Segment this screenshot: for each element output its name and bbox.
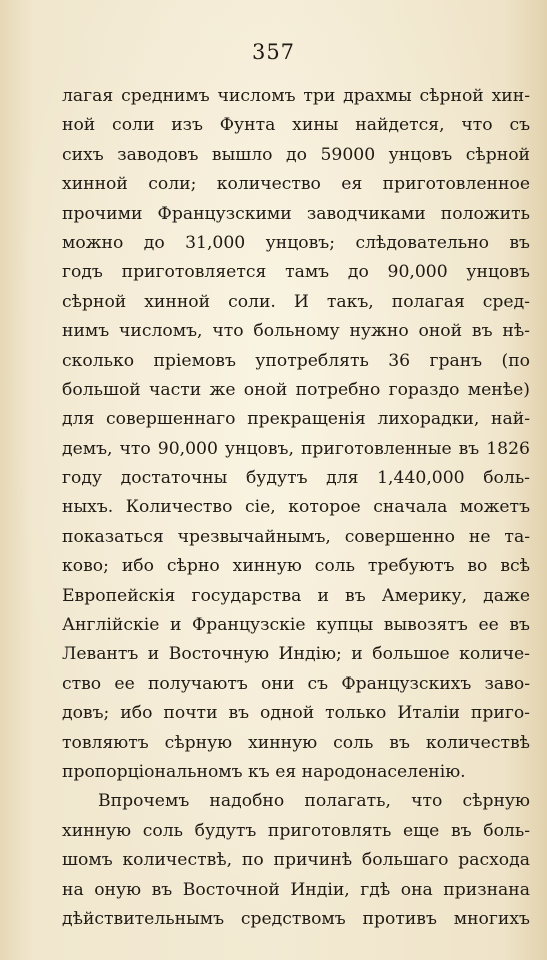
text-line: большой части же оной потребно гораздо менѣе) [62,379,530,400]
text-line: можно до 31,000 унцовъ; слѣдовательно въ [62,232,530,253]
text-line: нимъ числомъ, что больному нужно оной въ нѣ- [62,321,530,342]
text-line: демъ, что 90,000 унцовъ, приготовленные въ 1826 [62,438,530,459]
text-line: сихъ заводовъ вышло до 59000 унцовъ сѣрной [62,144,530,165]
text-line: шомъ количествѣ, по причинѣ большаго расхода [62,850,530,871]
text-line: годъ приготовляется тамъ до 90,000 унцовъ [62,262,530,283]
text-line: товляютъ сѣрную хинную соль въ количествѣ [62,732,530,753]
text-line: показаться чрезвычайнымъ, совершенно не та- [62,526,530,547]
page-number: 357 [251,40,296,64]
text-line: довъ; ибо почти въ одной только Италіи приго- [62,703,530,724]
text-line: году достаточны будутъ для 1,440,000 боль- [62,468,530,489]
text-line: Европейскія государства и въ Америку, даже [62,585,530,606]
text-line: ково; ибо сѣрно хинную соль требуютъ во всѣ [62,556,530,577]
text-line: ной соли изъ Фунта хины найдется, что съ [62,115,530,136]
text-line: прочими Французскими заводчиками положить [62,203,530,224]
text-line: Англійскіе и Французскіе купцы вывозятъ ее въ [62,615,530,636]
text-line: сколько пріемовъ употреблять 36 гранъ (по [62,350,530,371]
text-line: хинной соли; количество ея приготовленное [62,174,530,195]
text-line: пропорціональномъ къ ея народонаселенію. [62,761,466,782]
text-line: ныхъ. Количество сіе, которое сначала можетъ [62,497,530,518]
text-line: хинную соль будутъ приготовлять еще въ боль- [62,820,530,841]
paragraph-1 [62,82,530,787]
body-text [62,82,530,934]
text-line: дѣйствительнымъ средствомъ противъ многихъ [62,908,530,929]
paragraph-2 [62,787,530,934]
text-line: ство ее получаютъ они съ Французскихъ заво- [62,673,530,694]
text-line: на оную въ Восточной Индіи, гдѣ она признана [62,879,530,900]
text-line: лагая среднимъ числомъ три драхмы сѣрной хин- [62,86,530,106]
text-line: сѣрной хинной соли. И такъ, полагая сред- [62,291,530,312]
text-line: Впрочемъ надобно полагать, что сѣрную [98,791,530,812]
text-line: для совершеннаго прекращенія лихорадки, най- [62,409,530,430]
text-line: Левантъ и Восточную Индію; и большое количе- [62,644,530,665]
